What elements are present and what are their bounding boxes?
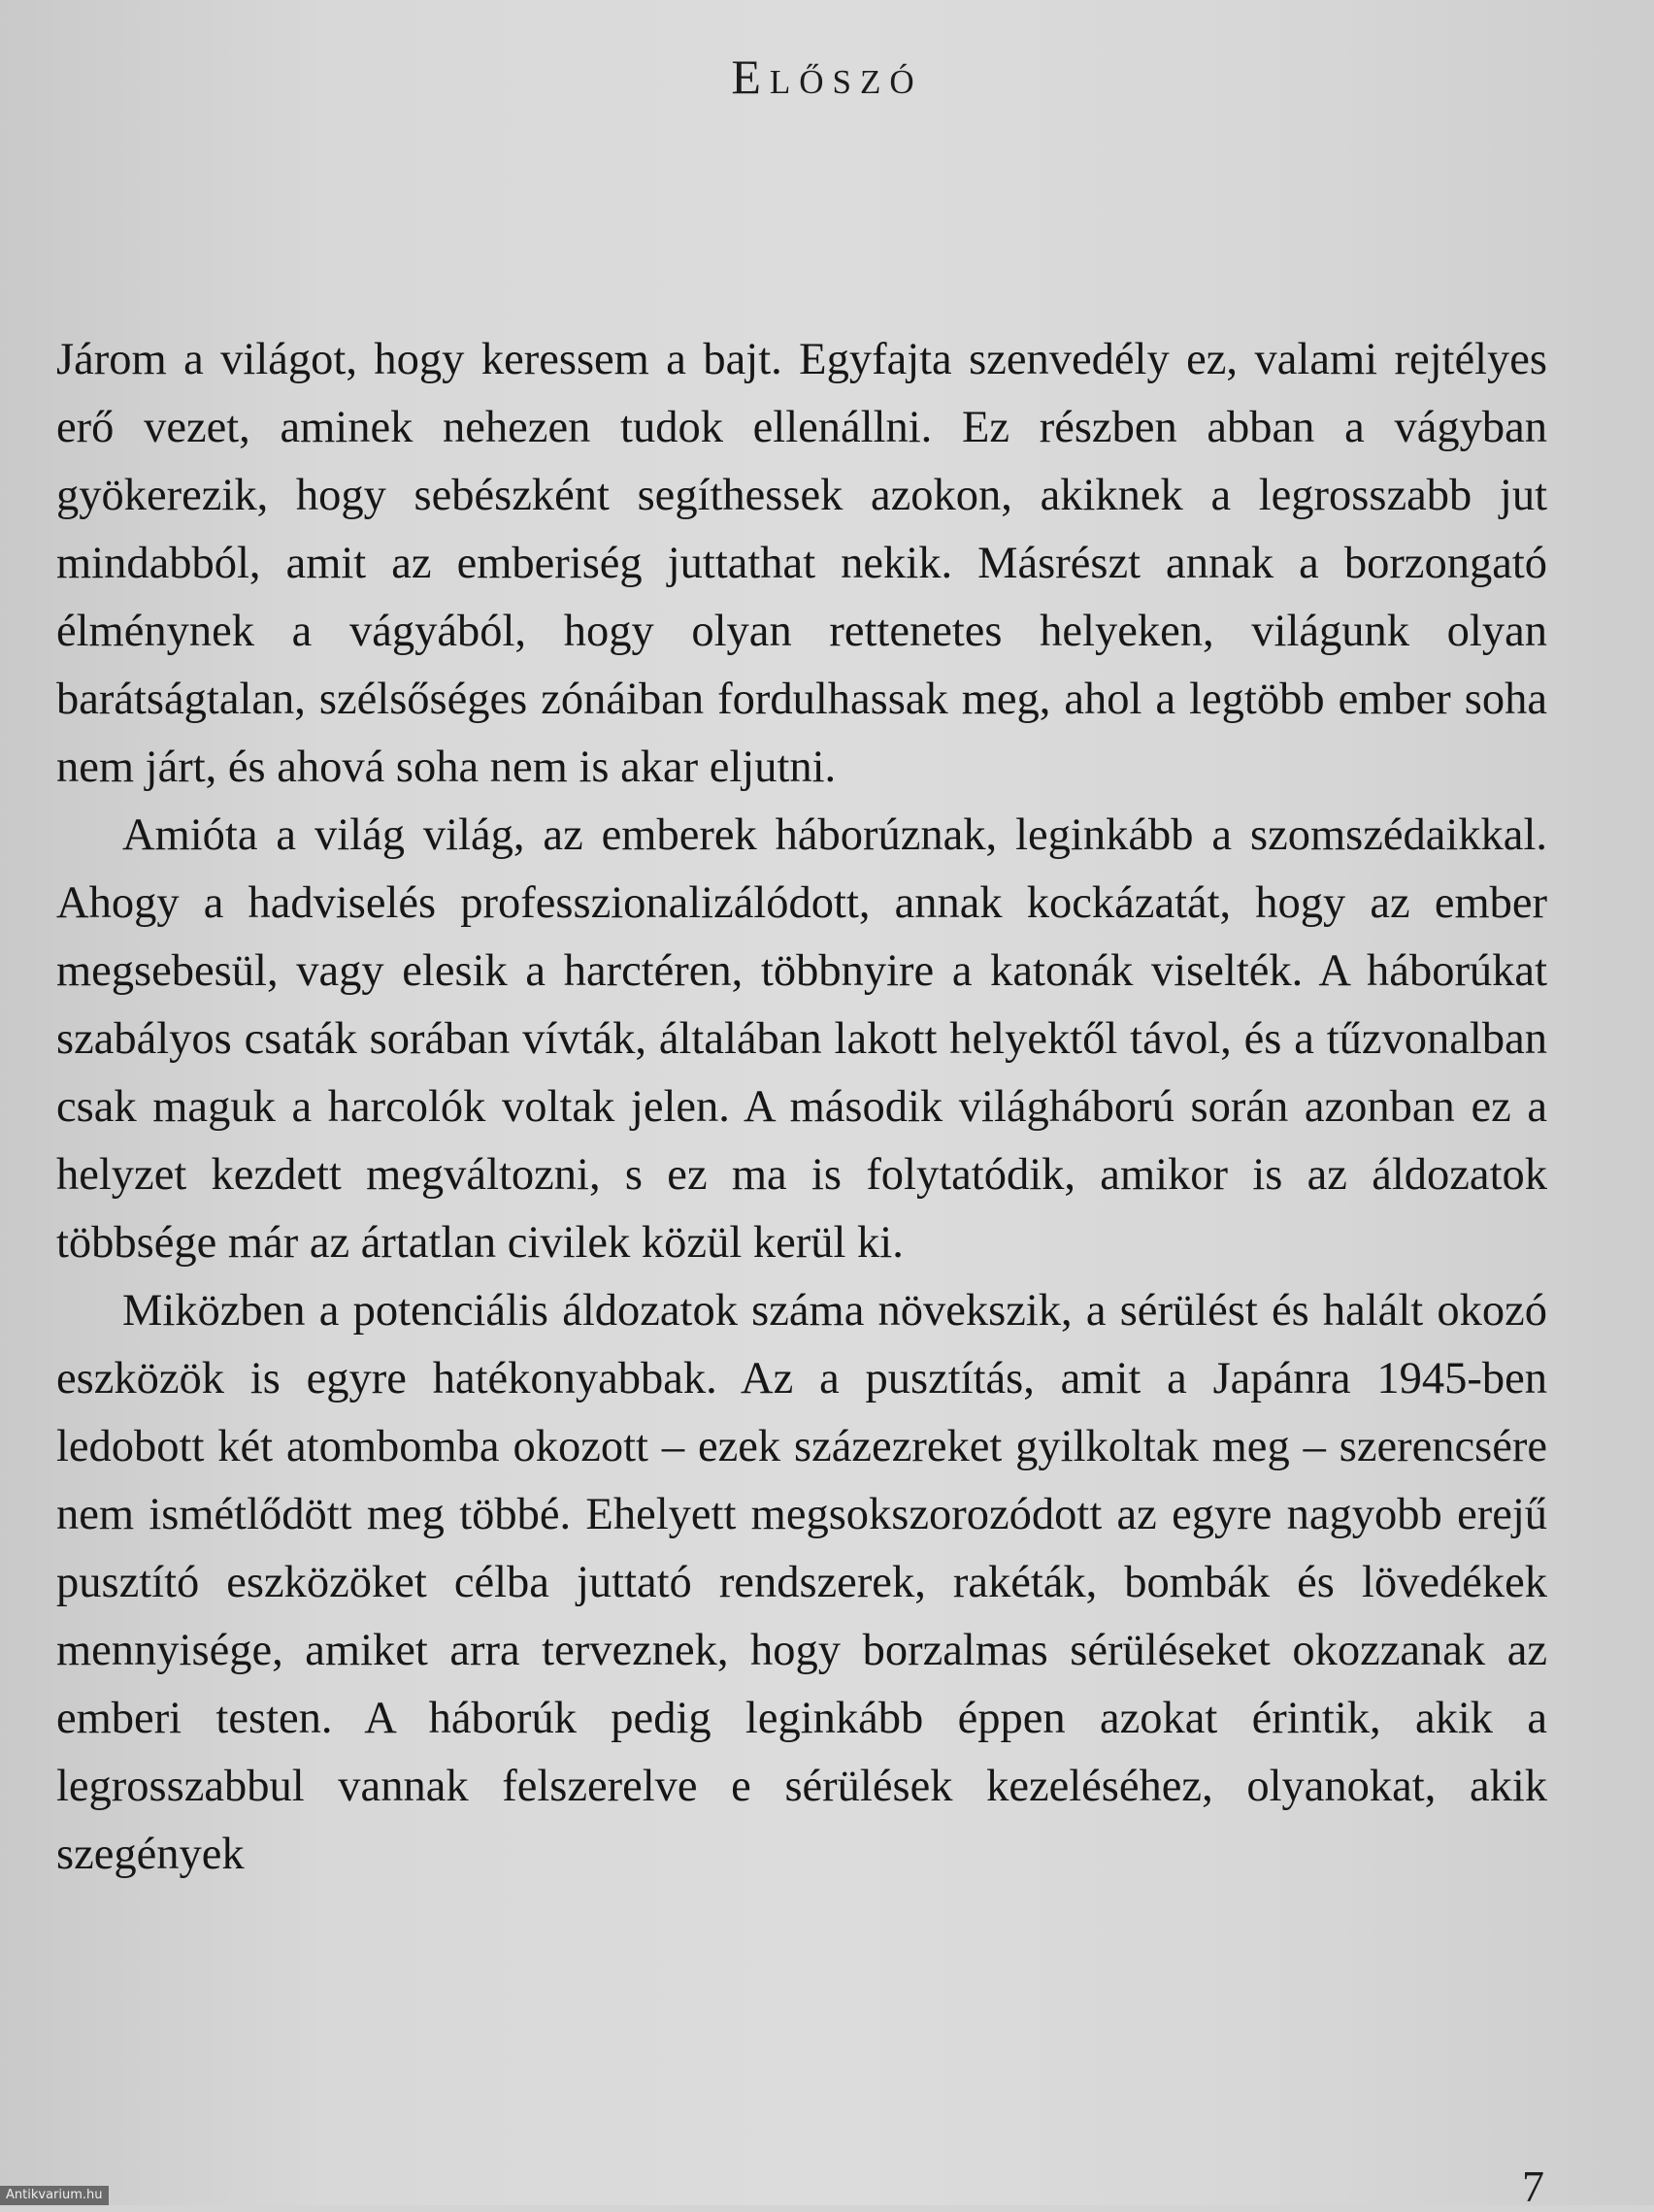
body-text (56, 326, 1547, 1889)
page-number: 7 (1522, 2162, 1544, 2211)
paragraph: Amióta a világ világ, az emberek háborúznak, leginkább a szomszédaikkal. Ahogy a hadviselés professzionalizálódott, annak kockázatát, hogy az ember megsebesül, vagy elesik a harctéren, többnyire a katonák viselték. A háborúkat szabályos csaták sorában vívták, általában lakott helyektől távol, és a tűzvonalban csak maguk a harcolók voltak jelen. A második világháború során azonban ez a helyzet kezdett megváltozni, s ez ma is folytatódik, amikor is az áldozatok többsége már az ártatlan civilek közül kerül ki. (56, 810, 1547, 1268)
paragraph: Miközben a potenciális áldozatok száma növekszik, a sérülést és halált okozó eszközök is egyre hatékonyabbak. Az a pusztítás, amit a Japánra 1945-ben ledobott két atombomba okozott – ezek százezreket gyilkoltak meg – szerencsére nem ismétlődött meg többé. Ehelyett megsokszorozódott az egyre nagyobb erejű pusztító eszközöket célba juttató rendszerek, rakéták, bombák és lövedékek mennyisége, amiket arra terveznek, hogy borzalmas sérüléseket okozzanak az emberi testen. A háborúk pedig leginkább éppen azokat érintik, akik a legrosszabbul vannak felszerelve e sérülések kezeléséhez, olyanokat, akik szegények (56, 1286, 1547, 1879)
paragraph: Járom a világot, hogy keressem a bajt. Egyfajta szenvedély ez, valami rejtélyes erő vezet, aminek nehezen tudok ellenállni. Ez részben abban a vágyban gyökerezik, hogy sebészként segíthessek azokon, akiknek a legrosszabb jut mindabból, amit az emberiség juttathat nekik. Másrészt annak a borzongató élménynek a vágyából, hogy olyan rettenetes helyeken, világunk olyan barátságtalan, szélsőséges zónáiban fordulhassak meg, ahol a legtöbb ember soha nem járt, és ahová soha nem is akar eljutni. (56, 335, 1547, 792)
chapter-title: Előszó (731, 50, 923, 104)
watermark: Antikvarium.hu (0, 2186, 109, 2205)
